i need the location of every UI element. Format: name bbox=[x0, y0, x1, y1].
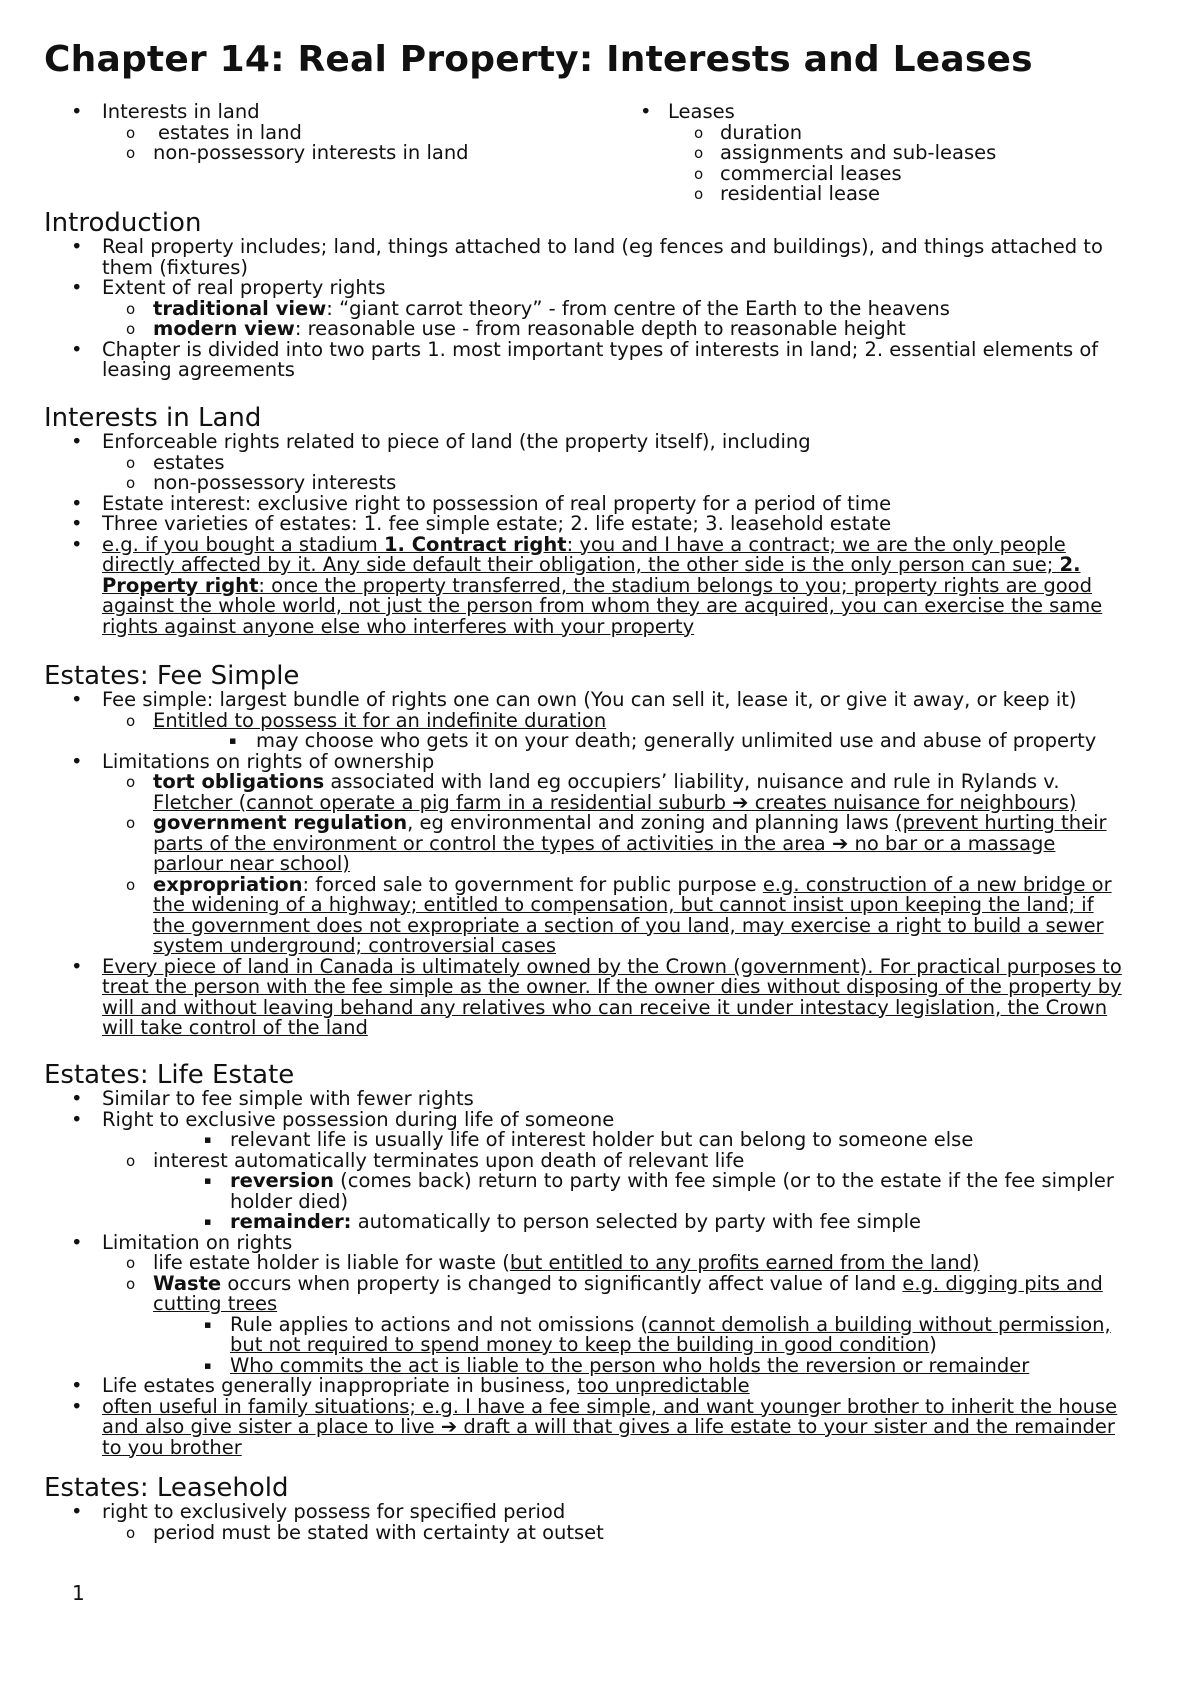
circle-bullet-icon: o bbox=[126, 711, 136, 730]
bullet-icon: • bbox=[71, 1230, 83, 1254]
section-heading-fee-simple: Estates: Fee Simple bbox=[44, 661, 300, 691]
bullet-icon: • bbox=[71, 235, 83, 258]
bullet-icon: • bbox=[71, 337, 83, 361]
list-item: o modern view: reasonable use - from reasonable depth to reasonable height bbox=[126, 317, 906, 340]
circle-bullet-icon: o bbox=[694, 164, 704, 183]
section-heading-interests: Interests in Land bbox=[44, 403, 262, 433]
section-heading-leasehold: Estates: Leasehold bbox=[44, 1473, 289, 1503]
list-item: o estates in land bbox=[126, 120, 302, 144]
list-item: o Waste occurs when property is changed to significantly affect value of land e.g. digging pits and bbox=[126, 1271, 1103, 1295]
bullet-icon: • bbox=[71, 1087, 83, 1110]
list-item: • Interests in land bbox=[71, 100, 260, 123]
circle-bullet-icon: o bbox=[126, 299, 136, 318]
list-item: o life estate holder is liable for waste (but entitled to any profits earned from the land) bbox=[126, 1251, 980, 1274]
circle-bullet-icon: o bbox=[126, 320, 136, 338]
bullet-icon: • bbox=[71, 954, 83, 978]
page-title: Chapter 14: Real Property: Interests and Leases bbox=[44, 39, 1033, 80]
square-bullet-icon: ▪ bbox=[204, 1133, 212, 1146]
bullet-icon: • bbox=[71, 1107, 83, 1131]
circle-bullet-icon: o bbox=[126, 773, 136, 791]
circle-bullet-icon: o bbox=[126, 1254, 136, 1272]
section-introduction: • Real property includes; land, things attached to land (eg fences and buildings), and things attached to them (fixtures) • Extent of real property rights o traditional view: “giant carrot theory” - from centre of the Earth to the heavens o modern view: reasonable use - from reasonable depth to reasonable height • Chapter is divided into two parts 1. most important types of interests in land; 2. essential elements of leasing agreements bbox=[0, 237, 1200, 381]
circle-bullet-icon: o bbox=[694, 144, 704, 162]
list-item: • Three varieties of estates: 1. fee simple estate; 2. life estate; 3. leasehold estate bbox=[71, 512, 892, 535]
list-item: o estates bbox=[126, 450, 225, 474]
list-item: • right to exclusively possess for specified period bbox=[71, 1500, 566, 1523]
circle-bullet-icon: o bbox=[126, 144, 136, 162]
bullet-icon: • bbox=[71, 532, 83, 556]
bullet-icon: • bbox=[71, 1500, 83, 1523]
circle-bullet-icon: o bbox=[126, 875, 136, 894]
list-item: o government regulation, eg environmental and zoning and planning laws (prevent hurting their bbox=[126, 811, 1107, 834]
circle-bullet-icon: o bbox=[126, 1523, 136, 1542]
list-item: o period must be stated with certainty at outset bbox=[126, 1520, 604, 1544]
square-bullet-icon: ▪ bbox=[229, 734, 237, 747]
list-item: o residential lease bbox=[694, 182, 881, 205]
list-item: o commercial leases bbox=[694, 161, 902, 185]
list-item: o duration bbox=[694, 120, 803, 144]
list-item: • often useful in family situations; e.g. I have a fee simple, and want younger brother to inherit the house bbox=[71, 1394, 1118, 1418]
section-interests: • Enforceable rights related to piece of land (the property itself), including o estates o non-possessory interests • Estate interest: exclusive right to possession of real property for a period of time • Three varieties of estates: 1. fee simple estate; 2. life estate; 3. leasehold estate • e.g. if you bought a stadium 1. Contract right: you and I have a contract; we are the only people directly affected by it. Any side default their obligation, the other side is the only person can sue; 2. Property right: once the property transferred, the stadium belongs to you; property rights are good against the whole world, not just the person from whom they are acquired, you can exercise the same rights against anyone else who interferes with your property bbox=[0, 432, 1200, 637]
list-item: o tort obligations associated with land eg occupiers’ liability, nuisance and rule in Rylands v. bbox=[126, 770, 1060, 793]
bullet-icon: • bbox=[71, 276, 83, 299]
list-item: ▪ relevant life is usually life of interest holder but can belong to someone else bbox=[204, 1128, 974, 1151]
circle-bullet-icon: o bbox=[126, 1151, 136, 1170]
circle-bullet-icon: o bbox=[694, 185, 704, 203]
list-item: • Leases bbox=[640, 100, 735, 123]
bullet-icon: • bbox=[71, 100, 83, 123]
list-item: o assignments and sub-leases bbox=[694, 141, 997, 164]
section-heading-life-estate: Estates: Life Estate bbox=[44, 1060, 295, 1090]
list-item: o traditional view: “giant carrot theory” - from centre of the Earth to the heavens bbox=[126, 296, 950, 320]
list-item: • Extent of real property rights bbox=[71, 276, 386, 299]
list-item: • e.g. if you bought a stadium 1. Contract right: you and I have a contract; we are the only people bbox=[71, 532, 1066, 556]
toc-right bbox=[0, 102, 1200, 205]
circle-bullet-icon: o bbox=[126, 123, 136, 142]
section-fee-simple: • Fee simple: largest bundle of rights one can own (You can sell it, lease it, or give it away, or keep it) o Entitled to possess it for an indefinite duration ▪ may choose who gets it on your death; generally unlimited use and abuse of property • Limitations on rights of ownership o tort obligations associated with land eg occupiers’ liability, nuisance and rule in Rylands v. Fletcher (cannot operate a pig farm in a residential suburb ➔ creates nuisance for neighbours) o government regulation, eg environmental and zoning and planning laws (prevent hurting their parts of the environment or control the types of activities in the area ➔ no bar or a massage parlour near school) o expropriation: forced sale to government for public purpose e.g. construction of a new bridge or the widening of a highway; entitled to compensation, but cannot insist upon keeping the land; if the government does not expropriate a section of you land, may exercise a right to build a sewer system underground; controversial cases • Every piece of land in Canada is ultimately owned by the Crown (government). For practical purposes to treat the person with the fee simple as the owner. If the owner dies without disposing of the property by will and without leaving behand any relatives who can receive it under intestacy legislation, the Crown will take control of the land bbox=[0, 690, 1200, 1039]
list-item: • Estate interest: exclusive right to possession of real property for a period of time bbox=[71, 491, 892, 515]
list-item: ▪ remainder: automatically to person selected by party with fee simple bbox=[204, 1210, 921, 1233]
list-item: o Entitled to possess it for an indefinite duration bbox=[126, 708, 607, 732]
bullet-icon: • bbox=[71, 430, 83, 453]
square-bullet-icon: ▪ bbox=[204, 1317, 212, 1331]
bullet-icon: • bbox=[71, 749, 83, 773]
list-item: o non-possessory interests bbox=[126, 471, 397, 494]
list-item: • Similar to fee simple with fewer rights bbox=[71, 1087, 474, 1110]
bullet-icon: • bbox=[71, 1394, 83, 1418]
list-item: o expropriation: forced sale to government for public purpose e.g. construction of a new bridge or bbox=[126, 872, 1112, 896]
list-item: • Real property includes; land, things attached to land (eg fences and buildings), and things attached to bbox=[71, 235, 1103, 258]
section-leasehold bbox=[0, 1502, 1200, 1543]
list-item: ▪ may choose who gets it on your death; generally unlimited use and abuse of property bbox=[229, 729, 1097, 752]
list-item: • Limitation on rights bbox=[71, 1230, 293, 1254]
list-item: • Life estates generally inappropriate in business, too unpredictable bbox=[71, 1374, 750, 1397]
list-item: • Fee simple: largest bundle of rights one can own (You can sell it, lease it, or give it away, or keep it) bbox=[71, 688, 1077, 711]
circle-bullet-icon: o bbox=[694, 123, 704, 142]
section-heading-introduction: Introduction bbox=[44, 208, 202, 238]
square-bullet-icon: ▪ bbox=[204, 1174, 212, 1187]
list-item: ▪ Rule applies to actions and not omissions (cannot demolish a building without permission, bbox=[204, 1312, 1111, 1336]
bullet-icon: • bbox=[71, 688, 83, 711]
list-item: ▪ reversion (comes back) return to party with fee simple (or to the estate if the fee simpler bbox=[204, 1169, 1114, 1192]
page-number: 1 bbox=[72, 1581, 85, 1605]
bullet-icon: • bbox=[71, 512, 83, 535]
square-bullet-icon: ▪ bbox=[204, 1215, 212, 1228]
list-item: • Right to exclusive possession during life of someone bbox=[71, 1107, 615, 1131]
section-life-estate: • Similar to fee simple with fewer rights • Right to exclusive possession during life of someone ▪ relevant life is usually life of interest holder but can belong to someone else o interest automatically terminates upon death of relevant life ▪ reversion (comes back) return to party with fee simple (or to the estate if the fee simpler holder died) ▪ remainder: automatically to person selected by party with fee simple • Limitation on rights o life estate holder is liable for waste (but entitled to any profits earned from the land) o Waste occurs when property is changed to significantly affect value of land e.g. digging pits and cutting trees ▪ Rule applies to actions and not omissions (cannot demolish a building without permission, but not required to spend money to keep the building in good condition) ▪ Who commits the act is liable to the person who holds the reversion or remainder • Life estates generally inappropriate in business, too unpredictable • often useful in family situations; e.g. I have a fee simple, and want younger brother to inherit the house and also give sister a place to live ➔ draft a will that gives a life estate to your sister and the remainder to you brother bbox=[0, 1089, 1200, 1458]
bullet-icon: • bbox=[71, 1374, 83, 1397]
circle-bullet-icon: o bbox=[126, 474, 136, 492]
list-item: • Every piece of land in Canada is ultimately owned by the Crown (government). For practical purposes to bbox=[71, 954, 1122, 978]
circle-bullet-icon: o bbox=[126, 453, 136, 472]
list-item: ▪ Who commits the act is liable to the person who holds the reversion or remainder bbox=[204, 1353, 1030, 1377]
bullet-icon: • bbox=[640, 100, 652, 123]
list-item: • Chapter is divided into two parts 1. most important types of interests in land; 2. essential elements of bbox=[71, 337, 1099, 361]
circle-bullet-icon: o bbox=[126, 814, 136, 832]
bullet-icon: • bbox=[71, 491, 83, 515]
list-item: o interest automatically terminates upon death of relevant life bbox=[126, 1148, 745, 1172]
list-item: • Limitations on rights of ownership bbox=[71, 749, 435, 773]
square-bullet-icon: ▪ bbox=[204, 1358, 212, 1372]
list-item: • Enforceable rights related to piece of land (the property itself), including bbox=[71, 430, 811, 453]
list-item: o non-possessory interests in land bbox=[126, 141, 469, 164]
circle-bullet-icon: o bbox=[126, 1274, 136, 1293]
